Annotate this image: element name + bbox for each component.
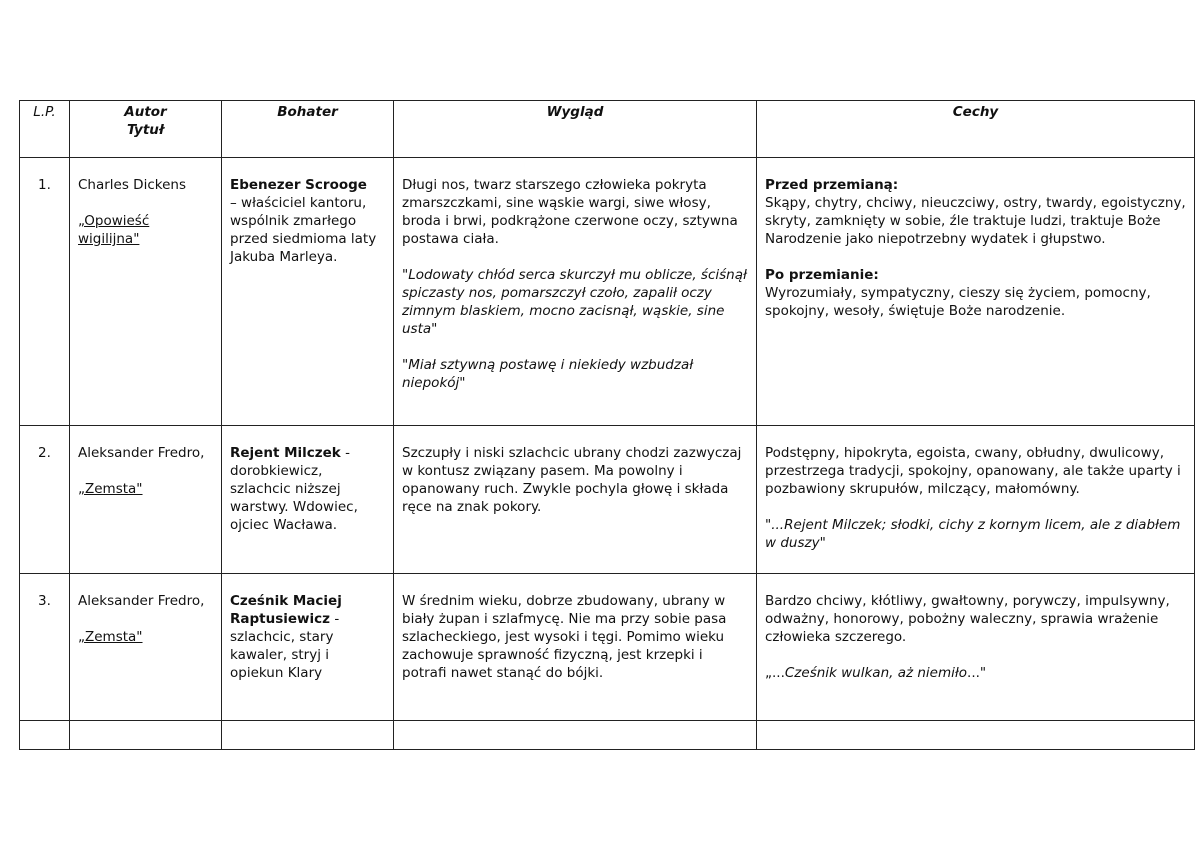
traits-quote [765, 664, 1186, 682]
row-number: 3. [20, 574, 70, 721]
row-number: 1. [20, 158, 70, 426]
hero-description: – właściciel kantoru, wspólnik zmarłego przed siedmioma laty Jakuba Marleya. [230, 195, 377, 265]
traits-before-label: Przed przemianą: [765, 177, 899, 193]
table-row [20, 574, 1195, 721]
table-row [20, 426, 1195, 574]
empty-cell [20, 721, 70, 750]
author-cell [70, 158, 222, 426]
traits-cell [757, 426, 1195, 574]
traits-quote: "...Rejent Milczek; słodki, cichy z kornym licem, ale z diabłem w duszy" [765, 517, 1181, 551]
empty-row [20, 721, 1195, 750]
traits-text: Bardzo chciwy, kłótliwy, gwałtowny, porywczy, impulsywny, odważny, honorowy, pobożny waleczny, sprawia wrażenie człowieka szczerego. [765, 593, 1170, 645]
look-text: Długi nos, twarz starszego człowieka pokryta zmarszczkami, sine wąskie wargi, siwe włosy, broda i brwi, podkrążone czerwone oczy, sztywna postawa ciała. [402, 177, 738, 247]
table-row [20, 158, 1195, 426]
hero-cell [222, 426, 394, 574]
empty-cell [70, 721, 222, 750]
header-row [20, 101, 1195, 158]
work-title: „Zemsta" [78, 481, 143, 497]
empty-cell [222, 721, 394, 750]
hero-description: - szlachcic, stary kawaler, stryj i opiekun Klary [230, 611, 340, 681]
traits-after-label: Po przemianie: [765, 267, 879, 283]
empty-cell [394, 721, 757, 750]
author-name: Aleksander Fredro, [78, 593, 205, 609]
header-author-label: Autor [124, 104, 167, 120]
hero-cell [222, 158, 394, 426]
header-author [70, 101, 222, 158]
quote-close: ..." [967, 665, 987, 681]
look-cell [394, 574, 757, 721]
header-traits: Cechy [757, 101, 1195, 158]
header-title-label: Tytuł [127, 122, 164, 138]
look-quote: "Lodowaty chłód serca skurczył mu oblicze, ściśnął spiczasty nos, pomarszczył czoło, zapalił oczy zimnym blaskiem, mocno zacisnął, wąskie, sine usta" [402, 267, 747, 337]
hero-name: Ebenezer Scrooge [230, 177, 367, 193]
traits-before-text: Skąpy, chytry, chciwy, nieuczciwy, ostry, twardy, egoistyczny, skryty, zamknięty w sobie, źle traktuje ludzi, traktuje Boże Narodzenie jako niepotrzebny wydatek i głupstwo. [765, 195, 1186, 247]
traits-cell [757, 158, 1195, 426]
author-name: Charles Dickens [78, 177, 186, 193]
traits-after-text: Wyrozumiały, sympatyczny, cieszy się życiem, pomocny, spokojny, wesoły, świętuje Boże narodzenie. [765, 285, 1151, 319]
traits-text: Podstępny, hipokryta, egoista, cwany, obłudny, dwulicowy, przestrzega tradycji, spokojny, opanowany, ale także uparty i pozbawiony skrupułów, milczący, małomówny. [765, 445, 1181, 497]
look-cell [394, 426, 757, 574]
characters-table [19, 100, 1195, 750]
header-hero: Bohater [222, 101, 394, 158]
work-title: „Zemsta" [78, 629, 143, 645]
hero-cell [222, 574, 394, 721]
traits-cell [757, 574, 1195, 721]
look-text: W średnim wieku, dobrze zbudowany, ubrany w biały żupan i szlafmycę. Nie ma przy sobie pasa szlacheckiego, jest wysoki i tęgi. Pomimo wieku zachowuje sprawność fizyczną, jest krzepki i potrafi nawet stanąć do bójki. [402, 593, 727, 681]
quote-open: „... [765, 665, 785, 681]
work-title: „Opowieść wigilijna" [78, 213, 150, 247]
author-cell [70, 574, 222, 721]
author-cell [70, 426, 222, 574]
row-number: 2. [20, 426, 70, 574]
look-text: Szczupły i niski szlachcic ubrany chodzi zazwyczaj w kontusz związany pasem. Ma powolny i opanowany ruch. Zwykle pochyla głowę i składa ręce na znak pokory. [402, 445, 742, 515]
author-name: Aleksander Fredro, [78, 445, 205, 461]
hero-description: - dorobkiewicz, szlachcic niższej warstwy. Wdowiec, ojciec Wacława. [230, 445, 358, 533]
look-quote: "Miał sztywną postawę i niekiedy wzbudzał niepokój" [402, 357, 694, 391]
header-lp: L.P. [20, 101, 70, 158]
look-cell [394, 158, 757, 426]
header-look: Wygląd [394, 101, 757, 158]
hero-name: Rejent Milczek [230, 445, 341, 461]
empty-cell [757, 721, 1195, 750]
hero-name: Cześnik Maciej Raptusiewicz [230, 593, 342, 627]
quote-body: Cześnik wulkan, aż niemiło [784, 665, 968, 681]
